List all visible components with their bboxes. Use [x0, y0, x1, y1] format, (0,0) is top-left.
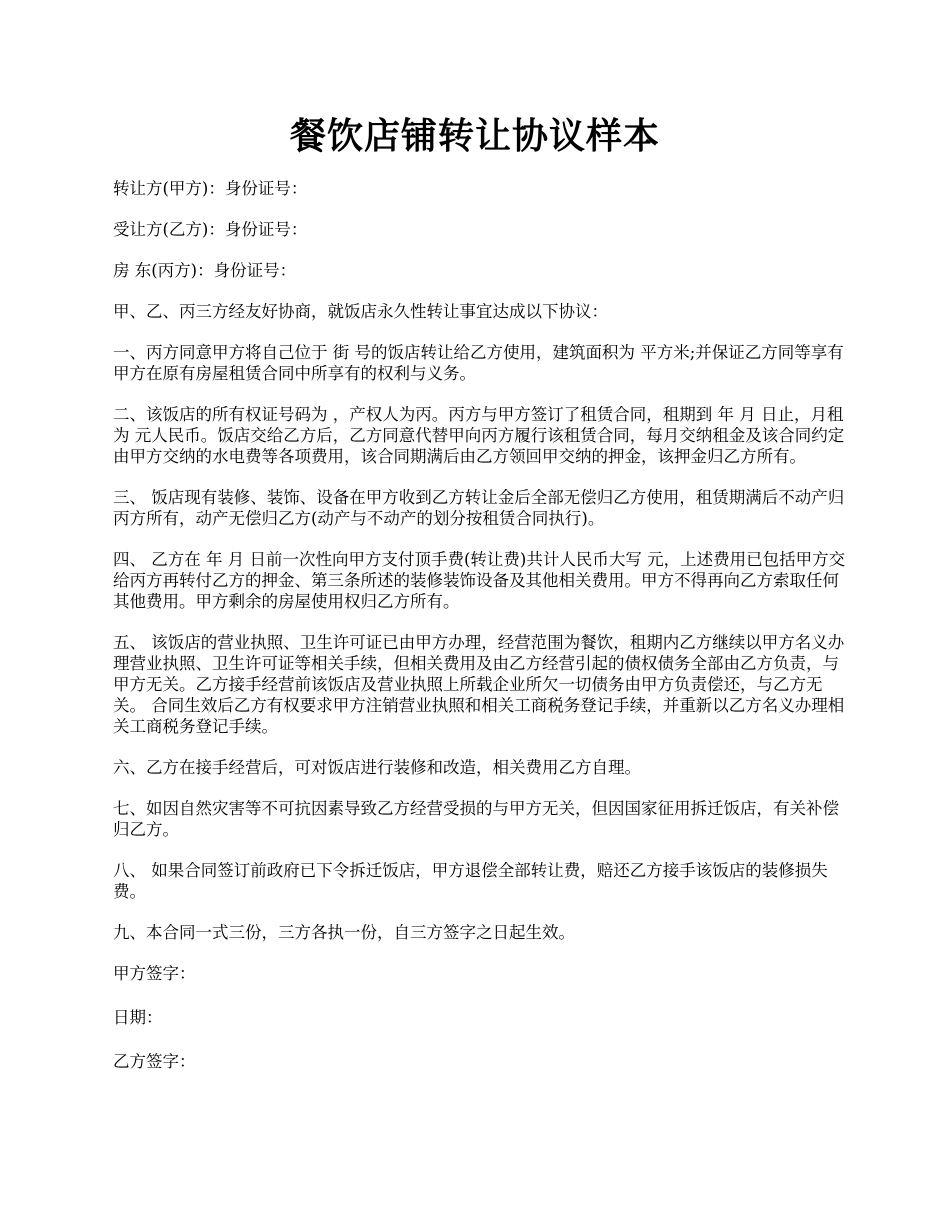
clause-8: 八、 如果合同签订前政府已下令拆迁饭店，甲方退偿全部转让费，赔还乙方接手该饭店的装修损失费。	[113, 861, 828, 901]
clause-2: 二、该饭店的所有权证号码为 ，产权人为丙。丙方与甲方签订了租赁合同，租期到 年 月 日止，月租为 元人民币。饭店交给乙方后，乙方同意代替甲向丙方履行该租赁合同，每月交纳租金及该合同约定由甲方交纳的水电费等各项费用，该合同期满后由乙方领回甲交纳的押金，该押金归乙方所有。	[113, 405, 845, 466]
clause-4: 四、 乙方在 年 月 日前一次性向甲方支付顶手费(转让费)共计人民币大写 元，上述费用已包括甲方交给丙方再转付乙方的押金、第三条所述的装修装饰设备及其他相关费用。甲方不得再向乙方索取任何其他费用。甲方剩余的房屋使用权归乙方所有。	[113, 550, 846, 611]
clause-9: 九、本合同一式三份，三方各执一份，自三方签字之日起生效。	[113, 923, 575, 942]
party-c-line: 房 东(丙方)：身份证号：	[113, 261, 297, 280]
party-b-signature: 乙方签字：	[113, 1052, 196, 1071]
party-a-signature: 甲方签字：	[113, 964, 196, 983]
clause-6: 六、乙方在接手经营后，可对饭店进行装修和改造，相关费用乙方自理。	[113, 758, 641, 777]
clause-7: 七、如因自然灾害等不可抗因素导致乙方经营受损的与甲方无关，但因国家征用拆迁饭店，有关补偿归乙方。	[113, 799, 839, 839]
document-title: 餐饮店铺转让协议样本	[289, 115, 660, 157]
clause-5: 五、 该饭店的营业执照、卫生许可证已由甲方办理，经营范围为餐饮，租期内乙方继续以甲方名义办理营业执照、卫生许可证等相关手续，但相关费用及由乙方经营引起的债权债务全部由乙方负责，与甲方无关。乙方接手经营前该饭店及营业执照上所载企业所欠一切债务由甲方负责偿还，与乙方无关。 合同生效后乙方有权要求甲方注销营业执照和相关工商税务登记手续，并重新以乙方名义办理相关工商税务登记手续。	[113, 633, 845, 736]
party-a-line: 转让方(甲方)：身份证号：	[113, 179, 308, 198]
clause-3: 三、 饭店现有装修、装饰、设备在甲方收到乙方转让金后全部无偿归乙方使用，租赁期满后不动产归丙方所有，动产无偿归乙方(动产与不动产的划分按租赁合同执行)。	[113, 488, 845, 528]
date-line: 日期：	[113, 1008, 163, 1027]
party-b-line: 受让方(乙方)：身份证号：	[113, 220, 308, 239]
document-body	[113, 178, 853, 1095]
agreement-intro: 甲、乙、丙三方经友好协商，就饭店永久性转让事宜达成以下协议：	[113, 302, 608, 321]
clause-1: 一、丙方同意甲方将自己位于 街 号的饭店转让给乙方使用，建筑面积为 平方米;并保证乙方同等享有甲方在原有房屋租赁合同中所享有的权利与义务。	[113, 343, 844, 383]
